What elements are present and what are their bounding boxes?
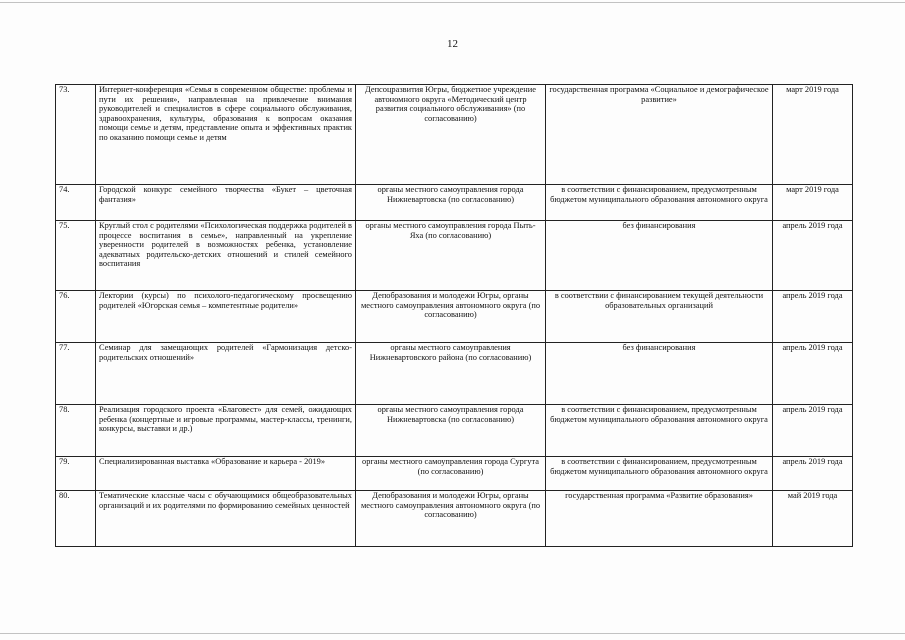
scan-edge-bottom <box>0 633 905 634</box>
executor-cell: органы местного самоуправления города Сургута (по согласованию) <box>356 457 546 491</box>
event-name-cell: Круглый стол с родителями «Психологическая поддержка родителей в процессе воспитания в семье», направленный на укрепление уверенности родителей в возможностях ребенка, установление адекватных родительско-детских отношений и стилей семейного воспитания <box>96 221 356 291</box>
financing-source-cell: в соответствии с финансированием, предусмотренным бюджетом муниципального образования автономного округа <box>546 457 773 491</box>
row-number-cell: 78. <box>56 405 96 457</box>
deadline-cell: апрель 2019 года <box>773 291 853 343</box>
executor-cell: органы местного самоуправления Нижневартовского района (по согласованию) <box>356 343 546 405</box>
deadline-cell: апрель 2019 года <box>773 457 853 491</box>
event-name-cell: Реализация городского проекта «Благовест» для семей, ожидающих ребенка (концертные и игровые программы, мастер-классы, тренинги, конкурсы, выставки и др.) <box>96 405 356 457</box>
table-row <box>56 185 853 221</box>
row-number-cell: 80. <box>56 491 96 547</box>
deadline-cell: апрель 2019 года <box>773 221 853 291</box>
executor-cell: Депсоцразвития Югры, бюджетное учреждение автономного округа «Методический центр развития социального обслуживания» (по согласованию) <box>356 85 546 185</box>
table-row <box>56 85 853 185</box>
financing-source-cell: в соответствии с финансированием текущей деятельности образовательных организаций <box>546 291 773 343</box>
event-name-cell: Лектории (курсы) по психолого-педагогическому просвещению родителей «Югорская семья – компетентные родители» <box>96 291 356 343</box>
event-name-cell: Городской конкурс семейного творчества «Букет – цветочная фантазия» <box>96 185 356 221</box>
event-name-cell: Специализированная выставка «Образование и карьера - 2019» <box>96 457 356 491</box>
deadline-cell: май 2019 года <box>773 491 853 547</box>
row-number-cell: 77. <box>56 343 96 405</box>
financing-source-cell: государственная программа «Социальное и демографическое развитие» <box>546 85 773 185</box>
table-row <box>56 343 853 405</box>
table-row <box>56 457 853 491</box>
scan-edge-top <box>0 2 905 3</box>
executor-cell: Депобразования и молодежи Югры, органы местного самоуправления автономного округа (по согласованию) <box>356 291 546 343</box>
event-name-cell: Семинар для замещающих родителей «Гармонизация детско-родительских отношений» <box>96 343 356 405</box>
table-row <box>56 405 853 457</box>
table-row <box>56 291 853 343</box>
financing-source-cell: без финансирования <box>546 221 773 291</box>
row-number-cell: 74. <box>56 185 96 221</box>
row-number-cell: 73. <box>56 85 96 185</box>
table-row <box>56 221 853 291</box>
financing-source-cell: государственная программа «Развитие образования» <box>546 491 773 547</box>
financing-source-cell: в соответствии с финансированием, предусмотренным бюджетом муниципального образования автономного округа <box>546 405 773 457</box>
deadline-cell: апрель 2019 года <box>773 405 853 457</box>
event-name-cell: Тематические классные часы с обучающимися общеобразовательных организаций и их родителями по формированию семейных ценностей <box>96 491 356 547</box>
row-number-cell: 75. <box>56 221 96 291</box>
deadline-cell: март 2019 года <box>773 85 853 185</box>
financing-source-cell: без финансирования <box>546 343 773 405</box>
executor-cell: органы местного самоуправления города Нижневартовска (по согласованию) <box>356 405 546 457</box>
events-table <box>55 84 853 547</box>
event-name-cell: Интернет-конференция «Семья в современном обществе: проблемы и пути их решения», направленная на привлечение внимания руководителей и специалистов в сфере социального обслуживания, здравоохранения, культуры, образования к вопросам оказания помощи семье и детям, представление опыта и эффективных практик по оказанию помощи семье и детям <box>96 85 356 185</box>
table-row <box>56 491 853 547</box>
deadline-cell: март 2019 года <box>773 185 853 221</box>
page-number: 12 <box>447 38 458 50</box>
row-number-cell: 76. <box>56 291 96 343</box>
executor-cell: органы местного самоуправления города Нижневартовска (по согласованию) <box>356 185 546 221</box>
row-number-cell: 79. <box>56 457 96 491</box>
events-table-body <box>56 85 853 547</box>
deadline-cell: апрель 2019 года <box>773 343 853 405</box>
financing-source-cell: в соответствии с финансированием, предусмотренным бюджетом муниципального образования автономного округа <box>546 185 773 221</box>
executor-cell: органы местного самоуправления города Пыть-Яха (по согласованию) <box>356 221 546 291</box>
executor-cell: Депобразования и молодежи Югры, органы местного самоуправления автономного округа (по согласованию) <box>356 491 546 547</box>
